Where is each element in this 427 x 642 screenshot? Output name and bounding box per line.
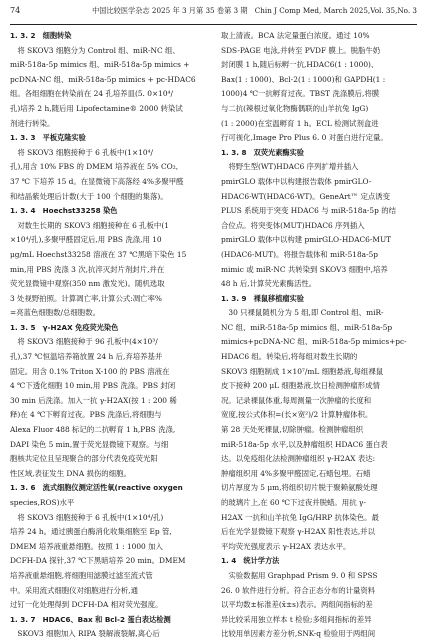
text-line: 况。记录裸鼠体重,每周测量一次肿瘤的长度和 bbox=[221, 395, 372, 405]
section-heading: 1. 4 统计学方法 bbox=[221, 556, 280, 566]
text-line: =亮蓝色细胞数/总细胞数。 bbox=[10, 308, 100, 318]
text-line: 3 处视野拍照。计算凋亡率,计算公式:凋亡率% bbox=[10, 293, 162, 303]
text-line: (1 : 2000)在室温孵育 1 h。ECL 检测试剂盒进 bbox=[221, 118, 379, 128]
text-line: 异比较采用独立样本 t 检验;多组间指标的差异 bbox=[221, 614, 372, 624]
section-heading: 1. 3. 3 平板克隆实验 bbox=[10, 133, 86, 143]
text-line: 平均荧光强度表示 γ-H2AX 表达水平。 bbox=[221, 541, 351, 551]
text-line: HDAC6 组。转染后,将每组对数生长期的 bbox=[221, 352, 358, 362]
text-line: 封闭膜 1 h,随后标孵一抗,HDAC6(1 : 1000)、 bbox=[221, 60, 379, 70]
text-line: 取上清液。BCA 法定量蛋白浓度。通过 10% bbox=[221, 31, 370, 40]
text-line: 30 min 后洗涤。加入一抗 γ-H2AX(按 1 : 200 稀 bbox=[10, 395, 177, 405]
text-line: μg/mL Hoechst33258 溶液在 37 ℃黑暗下染色 15 bbox=[10, 249, 187, 259]
text-line: 将 SKOV3 细胞接种于 96 孔板中(4×10³/ bbox=[10, 337, 158, 347]
text-line: H2AX 一抗和山羊抗兔 IgG/HRP 抗体染色。最 bbox=[221, 512, 379, 522]
text-line: 与二抗(辣根过氧化物酶偶联的山羊抗兔 IgG) bbox=[221, 103, 369, 113]
text-line: SKOV3 细胞加入 RIPA 裂解液裂解,离心后 bbox=[10, 629, 160, 639]
section-heading: 1. 3. 6 流式细胞仪测定活性氧(reactive oxygen bbox=[10, 483, 183, 493]
text-line: 对数生长期的 SKOV3 细胞接种在 6 孔板中(1 bbox=[10, 220, 169, 230]
text-line: HDAC6-WT(HDAC6-WT)。GeneArt™ 定点诱变 bbox=[221, 191, 391, 201]
text-line: 第 28 天处死裸鼠,切除肿瘤。检测肿瘤组织 bbox=[221, 425, 364, 435]
right-column bbox=[221, 29, 417, 642]
text-line: (HDAC6-MUT)。将报告载体和 miR-518a-5p bbox=[221, 249, 379, 259]
section-heading: 1. 3. 8 双荧光素酶实验 bbox=[221, 147, 304, 157]
text-line: 将 SKOV3 细胞分为 Control 组、miR-NC 组、 bbox=[10, 45, 180, 55]
text-line: pmirGLO 载体中以构建 pmirGLO-HDAC6-MUT bbox=[221, 235, 392, 245]
text-line: 培养 24 h。通过胰蛋白酶消化收集细胞至 Ep 管, bbox=[10, 527, 172, 537]
text-line: 孔),37 ℃恒温培养箱放置 24 h 后,弃培养基并 bbox=[10, 352, 163, 362]
section-heading: 1. 3. 5 γ-H2AX 免疫荧光染色 bbox=[10, 322, 119, 332]
text-line: 37 ℃ 下培养 15 d。在显微镜下高落经 4%多聚甲醛 bbox=[10, 176, 184, 186]
section-heading: 1. 3. 9 裸鼠移植瘤实验 bbox=[221, 293, 304, 303]
text-line: 孔),用含 10% FBS 的 DMEM 培养液在 5% CO₂, bbox=[10, 162, 179, 172]
text-line: species,ROS)水平 bbox=[10, 498, 75, 507]
text-line: 培养液重悬细胞,将细胞用滤膜过滤至流式管 bbox=[10, 570, 153, 580]
text-line: 行可视化,Image Pro Plus 6. 0 对蛋白进行定量。 bbox=[221, 133, 388, 143]
text-line: ×10⁴/孔),多聚甲醛固定后,用 PBS 洗涤,用 10 bbox=[10, 235, 162, 245]
text-line: 1000)4 ℃一抗孵育过夜。TBST 洗涤膜后,将膜 bbox=[221, 89, 380, 99]
section-heading: 1. 3. 4 Hoechst33258 染色 bbox=[10, 206, 118, 216]
text-line: NC 组、miR-518a-5p mimics 组、miR-518a-5p bbox=[221, 322, 393, 332]
text-line: 剂进行转染。 bbox=[10, 118, 55, 128]
text-line: 48 h 后,计算荧光素酶活性。 bbox=[221, 279, 317, 289]
text-line: 达。以免疫组化法检测肿瘤组织 γ-H2AX 表达: bbox=[221, 454, 376, 464]
text-line: 4 ℃下透化细胞 10 min,用 PBS 洗涤。PBS 封闭 bbox=[10, 381, 176, 391]
text-line: 性区域,表征发生 DNA 损伤的细胞。 bbox=[10, 468, 131, 478]
text-line: mimics+pcDNA-NC 组、miR-518a-5p mimics+pc- bbox=[221, 337, 407, 347]
header-rule bbox=[10, 24, 417, 25]
page-number: 74 bbox=[10, 6, 21, 15]
text-line: 30 只裸鼠随机分为 5 组,即 Control 组、miR- bbox=[221, 308, 384, 318]
text-line: DCFH-DA 探针,37 ℃下黑暗培养 20 min。DMEM bbox=[10, 556, 186, 566]
text-line: 孔)培养 2 h,随后用 Lipofectamine® 2000 转染试 bbox=[10, 103, 183, 113]
left-column bbox=[10, 29, 206, 642]
text-line: 皮下接种 200 μL 细胞悬液,饮日检测肿瘤形成情 bbox=[221, 381, 380, 391]
text-line: pmirGLO 载体中以构建报告载体 pmirGLO- bbox=[221, 176, 372, 186]
text-line: pcDNA-NC 组、miR-518a-5p mimics + pc-HDAC6 bbox=[10, 74, 196, 84]
text-line: 过钉一化处理得到 DCFH-DA 相对荧光强度。 bbox=[10, 600, 163, 610]
text-line: 实验数据用 Graphpad Prism 9. 0 和 SPSS bbox=[221, 570, 378, 580]
running-header bbox=[10, 4, 417, 17]
text-line: miR-518a-5p mimics 组、miR-518a-5p mimics + bbox=[10, 60, 190, 70]
text-line: min,用 PBS 洗涤 3 次,抗淬灭封片剂封片,并在 bbox=[10, 264, 165, 274]
text-line: Alexa Fluor 488 标记的二抗孵育 1 h,PBS 洗涤, bbox=[10, 425, 176, 435]
text-line: 的玻璃片上,在 60 ℃下过夜并脱蜡。用抗 γ- bbox=[221, 498, 366, 507]
text-line: 将 SKOV3 细胞接种于 6 孔板中(1×10⁴/孔) bbox=[10, 512, 164, 522]
text-line: 宽度,按公式体积=(长×宽²)/2 计算肿瘤体积。 bbox=[221, 410, 373, 420]
text-line: mimic 或 miR-NC 共转染到 SKOV3 细胞中,培养 bbox=[221, 264, 388, 274]
section-heading: 1. 3. 7 HDAC6、Bax 和 Bcl-2 蛋白表达检测 bbox=[10, 614, 171, 624]
text-line: DMEM 培养液重悬细胞。按照 1 : 1000 加入 bbox=[10, 541, 163, 551]
text-line: 中。采用流式细胞仪对细胞进行分析,通 bbox=[10, 585, 138, 595]
text-line: 后在光学显微镜下观察 γ-H2AX 阳性表达,并以 bbox=[221, 527, 375, 537]
text-line: 合位点。将突变体(MUT)HDAC6 序列插入 bbox=[221, 220, 365, 230]
text-line: 释)在 4 ℃下孵育过夜。PBS 洗涤后,将细胞与 bbox=[10, 410, 162, 420]
text-line: Bax(1 : 1000)、Bcl-2(1 : 1000)和 GAPDH(1 : bbox=[221, 74, 386, 84]
text-line: 切片厚度为 5 μm,将组织切片脱于聚赖氨酸处理 bbox=[221, 483, 378, 493]
text-line: 荧光显微镜中观察(350 nm 激发光)。随机选取 bbox=[10, 279, 165, 289]
section-heading: 1. 3. 2 细胞转染 bbox=[10, 31, 72, 40]
text-line: 26. 0 软件进行分析。符合正态分布的计量资料 bbox=[221, 585, 376, 595]
text-line: DAPI 染色 5 min,置于荧光显微镜下观察。与细 bbox=[10, 439, 169, 449]
text-line: miR-518a-5p 水平,以及肿瘤组织 HDAC6 蛋白表 bbox=[221, 439, 388, 449]
text-line: 组。各组细胞在转染前在 24 孔培养皿(5. 0×10⁴/ bbox=[10, 89, 173, 99]
text-line: SKOV3 细胞制成 1×10⁷/mL 细胞悬液,每组裸鼠 bbox=[221, 366, 384, 376]
text-line: 以平均数±标准差(x̄±s)表示。两组间指标的差 bbox=[221, 600, 373, 610]
text-line: 将 SKOV3 细胞接种于 6 孔板中(1×10⁴/ bbox=[10, 147, 153, 157]
text-line: 胞核共定位且呈现聚合的部分代表免疫荧光阳 bbox=[10, 454, 158, 464]
text-line: PLUS 系统用于突变 HDAC6 与 miR-518a-5p 的结 bbox=[221, 206, 396, 216]
text-line: 肿瘤组织用 4%多聚甲醛固定,石蜡包埋。石蜡 bbox=[221, 468, 371, 478]
text-line: 比较用单因素方差分析,SNK-q 检验用于两组间 bbox=[221, 629, 376, 639]
text-line: 将野生型(WT)HDAC6 序列扩增并插入 bbox=[221, 162, 359, 172]
text-line: 和结晶紫处理后计数(大于 100 个细胞的集落)。 bbox=[10, 191, 168, 201]
journal-citation: 中国比较医学杂志 2025 年 3 月第 35 卷第 3 期 Chin J Comp Med, March 2025,Vol. 35,No. 3 bbox=[92, 6, 417, 15]
text-line: SDS-PAGE 电泳,并转至 PVDF 膜上。脱脂牛奶 bbox=[221, 45, 381, 55]
text-line: 固定。用含 0.1% Triton X-100 的 PBS 溶液在 bbox=[10, 366, 170, 376]
